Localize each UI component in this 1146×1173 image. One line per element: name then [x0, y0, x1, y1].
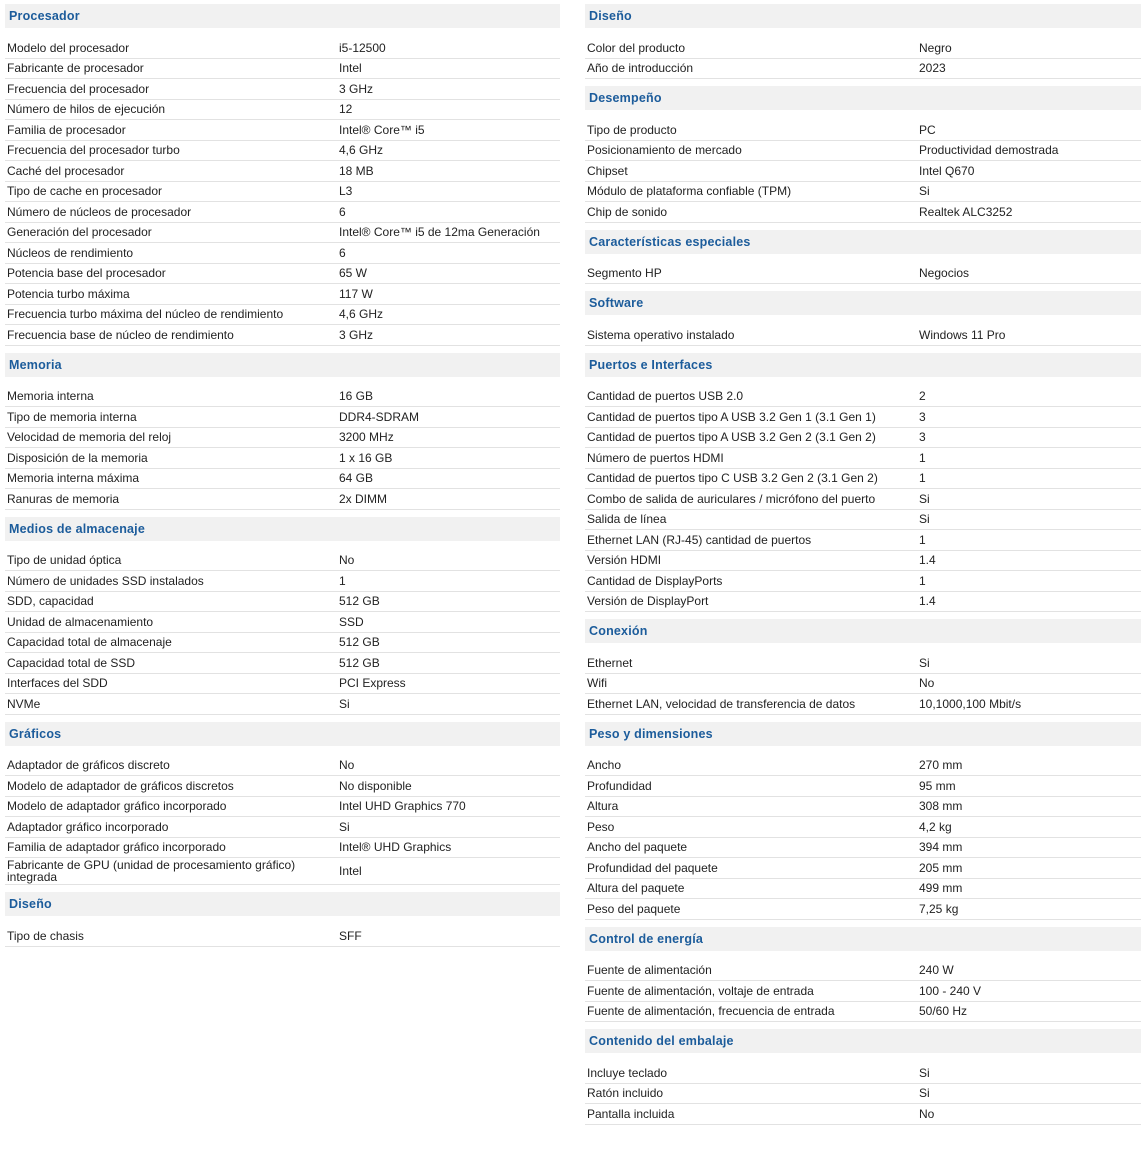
spec-row	[585, 653, 1141, 674]
spec-label: Wifi	[587, 676, 607, 691]
spec-row	[5, 243, 560, 264]
spec-value: 7,25 kg	[919, 901, 959, 916]
spec-value: 2	[919, 389, 926, 404]
spec-row	[5, 551, 560, 572]
spec-value: 512 GB	[339, 635, 380, 650]
spec-row	[5, 100, 560, 121]
spec-value: 512 GB	[339, 594, 380, 609]
spec-value: 4,6 GHz	[339, 307, 384, 322]
section-title: Contenido del embalaje	[585, 1029, 1141, 1053]
spec-rows	[585, 315, 1141, 346]
spec-label: Velocidad de memoria del reloj	[7, 430, 172, 445]
spec-value: DDR4-SDRAM	[339, 409, 420, 424]
spec-label: Núcleos de rendimiento	[7, 245, 134, 260]
spec-row	[5, 694, 560, 715]
spec-label: Combo de salida de auriculares / micrófono del puerto	[587, 491, 876, 506]
spec-row	[585, 202, 1141, 223]
spec-value: Intel® Core™ i5 de 12ma Generación	[339, 225, 540, 240]
spec-label: Altura	[587, 799, 619, 814]
spec-label: Año de introducción	[587, 61, 694, 76]
spec-value: 117 W	[339, 286, 373, 301]
spec-row	[585, 469, 1141, 490]
spec-row	[585, 551, 1141, 572]
spec-label: Potencia base del procesador	[7, 266, 166, 281]
spec-rows	[585, 377, 1141, 613]
spec-label: Potencia turbo máxima	[7, 286, 130, 301]
spec-row	[5, 59, 560, 80]
spec-value: 394 mm	[919, 840, 963, 855]
spec-label: Ranuras de memoria	[7, 491, 120, 506]
spec-value: Windows 11 Pro	[919, 327, 1006, 342]
spec-label: Frecuencia del procesador turbo	[7, 143, 180, 158]
spec-value: Intel® Core™ i5	[339, 122, 425, 137]
spec-label: Peso	[587, 819, 615, 834]
spec-row	[585, 428, 1141, 449]
spec-value: PC	[919, 122, 936, 137]
spec-value: Intel UHD Graphics 770	[339, 799, 466, 814]
spec-row	[585, 510, 1141, 531]
spec-row	[585, 120, 1141, 141]
spec-section-peso-y-dimensiones	[585, 722, 1141, 920]
spec-label: Número de núcleos de procesador	[7, 204, 192, 219]
spec-column-right	[585, 4, 1141, 1132]
spec-label: Adaptador de gráficos discreto	[7, 758, 170, 773]
spec-label: Fuente de alimentación	[587, 963, 712, 978]
spec-value: Si	[919, 655, 930, 670]
spec-row	[585, 448, 1141, 469]
spec-row	[5, 407, 560, 428]
spec-label: Ancho del paquete	[587, 840, 688, 855]
spec-row	[585, 756, 1141, 777]
spec-label: Modelo de adaptador de gráficos discretos	[7, 778, 234, 793]
section-title: Características especiales	[585, 230, 1141, 254]
spec-label: Unidad de almacenamiento	[7, 614, 154, 629]
spec-row	[5, 161, 560, 182]
spec-row	[585, 1104, 1141, 1125]
spec-value: 1	[919, 450, 926, 465]
spec-label: Familia de procesador	[7, 122, 126, 137]
spec-value: 512 GB	[339, 655, 380, 670]
spec-rows	[585, 643, 1141, 715]
spec-value: 12	[339, 102, 353, 117]
spec-rows	[5, 916, 560, 947]
spec-label: SDD, capacidad	[7, 594, 94, 609]
spec-label: Frecuencia base de núcleo de rendimiento	[7, 327, 234, 342]
spec-label: Incluye teclado	[587, 1065, 668, 1080]
spec-row	[5, 633, 560, 654]
spec-row	[585, 981, 1141, 1002]
spec-section-diseno	[585, 4, 1141, 79]
spec-value: 2023	[919, 61, 946, 76]
spec-row	[585, 797, 1141, 818]
spec-section-puertos-e-interfaces	[585, 353, 1141, 613]
spec-row	[5, 571, 560, 592]
spec-section-caracteristicas-especiales	[585, 230, 1141, 285]
spec-rows	[585, 951, 1141, 1023]
spec-label: Ethernet LAN, velocidad de transferencia de datos	[587, 696, 856, 711]
spec-rows	[585, 110, 1141, 223]
spec-label: Color del producto	[587, 40, 686, 55]
spec-value: Intel Q670	[919, 163, 975, 178]
spec-label: Ancho	[587, 758, 622, 773]
spec-row	[585, 571, 1141, 592]
spec-row	[5, 756, 560, 777]
spec-value: Si	[919, 184, 930, 199]
spec-label: Modelo de adaptador gráfico incorporado	[7, 799, 227, 814]
spec-row	[5, 428, 560, 449]
spec-value: Negocios	[919, 266, 970, 281]
section-title: Procesador	[5, 4, 560, 28]
spec-rows	[585, 254, 1141, 285]
spec-row	[585, 38, 1141, 59]
spec-label: Tipo de cache en procesador	[7, 184, 162, 199]
spec-label: Modelo del procesador	[7, 40, 130, 55]
spec-value: i5-12500	[339, 40, 386, 55]
spec-value: Productividad demostrada	[919, 143, 1059, 158]
spec-value: 100 - 240 V	[919, 983, 982, 998]
spec-label: Número de hilos de ejecución	[7, 102, 166, 117]
spec-rows	[5, 541, 560, 715]
spec-row	[5, 838, 560, 859]
spec-label: Módulo de plataforma confiable (TPM)	[587, 184, 792, 199]
spec-value: 6	[339, 245, 346, 260]
spec-section-conexion	[585, 619, 1141, 715]
spec-label: Memoria interna máxima	[7, 471, 140, 486]
spec-value: Si	[339, 696, 350, 711]
spec-label: Interfaces del SDD	[7, 676, 108, 691]
spec-value: Si	[919, 1086, 930, 1101]
section-title: Puertos e Interfaces	[585, 353, 1141, 377]
spec-label: Ethernet LAN (RJ-45) cantidad de puertos	[587, 532, 812, 547]
spec-label: Fabricante de procesador	[7, 61, 144, 76]
spec-section-graficos	[5, 722, 560, 886]
spec-row	[585, 899, 1141, 920]
spec-value: No	[919, 676, 935, 691]
section-title: Medios de almacenaje	[5, 517, 560, 541]
spec-value: 2x DIMM	[339, 491, 387, 506]
spec-row	[5, 284, 560, 305]
spec-label: Tipo de memoria interna	[7, 409, 137, 424]
spec-row	[5, 120, 560, 141]
spec-row	[585, 858, 1141, 879]
spec-section-desempeno	[585, 86, 1141, 223]
spec-label: Cantidad de puertos tipo A USB 3.2 Gen 2 (3.1 Gen 2)	[587, 430, 876, 445]
spec-label: Posicionamiento de mercado	[587, 143, 742, 158]
spec-value: 6	[339, 204, 346, 219]
spec-row	[5, 489, 560, 510]
spec-label: Capacidad total de almacenaje	[7, 635, 172, 650]
spec-label: Tipo de chasis	[7, 928, 84, 943]
spec-label: Chip de sonido	[587, 204, 668, 219]
spec-value: 270 mm	[919, 758, 963, 773]
spec-value: 1	[919, 471, 926, 486]
spec-label: NVMe	[7, 696, 41, 711]
spec-value: L3	[339, 184, 353, 199]
spec-row	[5, 79, 560, 100]
spec-label: Adaptador gráfico incorporado	[7, 819, 169, 834]
spec-row	[5, 797, 560, 818]
spec-value: 308 mm	[919, 799, 963, 814]
spec-row	[5, 223, 560, 244]
spec-row	[585, 592, 1141, 613]
spec-row	[5, 38, 560, 59]
spec-label: Segmento HP	[587, 266, 662, 281]
spec-label: Ratón incluido	[587, 1086, 664, 1101]
spec-value: Si	[919, 512, 930, 527]
spec-section-diseno	[5, 892, 560, 947]
spec-value: Intel® UHD Graphics	[339, 840, 452, 855]
spec-section-control-de-energia	[585, 927, 1141, 1023]
spec-rows	[5, 28, 560, 346]
spec-row	[585, 1002, 1141, 1023]
spec-value: 4,6 GHz	[339, 143, 384, 158]
spec-row	[585, 141, 1141, 162]
section-title: Conexión	[585, 619, 1141, 643]
spec-value: Intel	[339, 864, 362, 878]
spec-value: 1	[339, 573, 346, 588]
spec-label: Cantidad de puertos tipo A USB 3.2 Gen 1 (3.1 Gen 1)	[587, 409, 876, 424]
spec-value: SFF	[339, 928, 362, 943]
spec-value: Negro	[919, 40, 952, 55]
spec-value: 3 GHz	[339, 327, 374, 342]
spec-section-software	[585, 291, 1141, 346]
spec-row	[5, 264, 560, 285]
spec-value: 65 W	[339, 266, 368, 281]
spec-row	[585, 694, 1141, 715]
spec-value: PCI Express	[339, 676, 406, 691]
spec-value: No	[339, 758, 355, 773]
spec-value: 64 GB	[339, 471, 374, 486]
spec-label: Disposición de la memoria	[7, 450, 148, 465]
spec-rows	[585, 746, 1141, 920]
spec-label: Frecuencia turbo máxima del núcleo de rendimiento	[7, 307, 284, 322]
spec-value: 1 x 16 GB	[339, 450, 393, 465]
spec-row	[585, 182, 1141, 203]
spec-label: Memoria interna	[7, 389, 94, 404]
spec-row	[585, 387, 1141, 408]
spec-rows	[585, 1053, 1141, 1125]
spec-row	[585, 1084, 1141, 1105]
spec-row	[5, 325, 560, 346]
spec-label: Cantidad de puertos USB 2.0	[587, 389, 744, 404]
spec-row	[585, 530, 1141, 551]
spec-row	[5, 387, 560, 408]
spec-label: Chipset	[587, 163, 628, 178]
spec-rows	[5, 377, 560, 510]
section-title: Gráficos	[5, 722, 560, 746]
spec-value: Si	[339, 819, 350, 834]
spec-section-medios-de-almacenaje	[5, 517, 560, 715]
spec-value: Realtek ALC3252	[919, 204, 1013, 219]
spec-row	[5, 926, 560, 947]
spec-label: Número de puertos HDMI	[587, 450, 724, 465]
spec-label: Salida de línea	[587, 512, 667, 527]
spec-value: No	[339, 553, 355, 568]
section-title: Desempeño	[585, 86, 1141, 110]
spec-row	[5, 592, 560, 613]
spec-label: Tipo de unidad óptica	[7, 553, 122, 568]
spec-row	[5, 817, 560, 838]
spec-value: 1.4	[919, 594, 936, 609]
spec-value: 1	[919, 573, 926, 588]
spec-section-procesador	[5, 4, 560, 346]
spec-label: Peso del paquete	[587, 901, 681, 916]
spec-value: 3	[919, 409, 926, 424]
section-title: Diseño	[5, 892, 560, 916]
section-title: Diseño	[585, 4, 1141, 28]
spec-label: Ethernet	[587, 655, 633, 670]
spec-label: Fuente de alimentación, voltaje de entrada	[587, 983, 814, 998]
spec-row	[585, 879, 1141, 900]
spec-value: 4,2 kg	[919, 819, 952, 834]
spec-row	[5, 653, 560, 674]
spec-row	[585, 961, 1141, 982]
spec-row	[5, 858, 560, 885]
spec-row	[585, 1063, 1141, 1084]
spec-label: Profundidad	[587, 778, 652, 793]
spec-section-memoria	[5, 353, 560, 510]
spec-value: 95 mm	[919, 778, 956, 793]
spec-rows	[585, 28, 1141, 79]
spec-row	[585, 838, 1141, 859]
spec-value: Si	[919, 491, 930, 506]
spec-value: 499 mm	[919, 881, 963, 896]
spec-label: Cantidad de puertos tipo C USB 3.2 Gen 2 (3.1 Gen 2)	[587, 471, 878, 486]
spec-label: Frecuencia del procesador	[7, 81, 150, 96]
spec-label: Tipo de producto	[587, 122, 677, 137]
spec-value: 3	[919, 430, 926, 445]
spec-row	[585, 776, 1141, 797]
spec-row	[5, 141, 560, 162]
spec-value: 205 mm	[919, 860, 963, 875]
spec-row	[585, 161, 1141, 182]
spec-value: No disponible	[339, 778, 412, 793]
spec-row	[585, 264, 1141, 285]
spec-value: 1.4	[919, 553, 936, 568]
spec-label: Versión HDMI	[587, 553, 662, 568]
spec-label: Caché del procesador	[7, 163, 125, 178]
spec-row	[5, 305, 560, 326]
spec-value: No	[919, 1106, 935, 1121]
spec-value: 10,1000,100 Mbit/s	[919, 696, 1022, 711]
section-title: Peso y dimensiones	[585, 722, 1141, 746]
spec-label: Capacidad total de SSD	[7, 655, 136, 670]
spec-value: 16 GB	[339, 389, 374, 404]
spec-label: Pantalla incluida	[587, 1106, 675, 1121]
spec-value: SSD	[339, 614, 364, 629]
spec-value: 1	[919, 532, 926, 547]
spec-value: 18 MB	[339, 163, 374, 178]
spec-row	[5, 612, 560, 633]
spec-row	[585, 817, 1141, 838]
spec-row	[585, 489, 1141, 510]
spec-label: Altura del paquete	[587, 881, 685, 896]
spec-row	[585, 674, 1141, 695]
spec-value: 240 W	[919, 963, 954, 978]
spec-column-left	[5, 4, 560, 954]
spec-row	[585, 407, 1141, 428]
spec-label: Profundidad del paquete	[587, 860, 718, 875]
spec-row	[5, 202, 560, 223]
spec-value: 3200 MHz	[339, 430, 394, 445]
spec-row	[585, 325, 1141, 346]
spec-value: Si	[919, 1065, 930, 1080]
section-title: Control de energía	[585, 927, 1141, 951]
section-title: Memoria	[5, 353, 560, 377]
spec-label: Sistema operativo instalado	[587, 327, 735, 342]
spec-value: Intel	[339, 61, 362, 76]
spec-row	[5, 182, 560, 203]
section-title: Software	[585, 291, 1141, 315]
spec-value: 50/60 Hz	[919, 1004, 968, 1019]
spec-value: 3 GHz	[339, 81, 374, 96]
spec-row	[5, 448, 560, 469]
spec-rows	[5, 746, 560, 886]
spec-label: Número de unidades SSD instalados	[7, 573, 204, 588]
spec-row	[5, 674, 560, 695]
spec-label: Versión de DisplayPort	[587, 594, 709, 609]
spec-label: Cantidad de DisplayPorts	[587, 573, 723, 588]
spec-row	[5, 469, 560, 490]
spec-section-contenido-del-embalaje	[585, 1029, 1141, 1125]
spec-label: Fabricante de GPU (unidad de procesamiento gráfico) integrada	[7, 858, 296, 884]
spec-row	[5, 776, 560, 797]
spec-label: Fuente de alimentación, frecuencia de entrada	[587, 1004, 835, 1019]
spec-label: Generación del procesador	[7, 225, 152, 240]
spec-row	[585, 59, 1141, 80]
spec-label: Familia de adaptador gráfico incorporado	[7, 840, 226, 855]
